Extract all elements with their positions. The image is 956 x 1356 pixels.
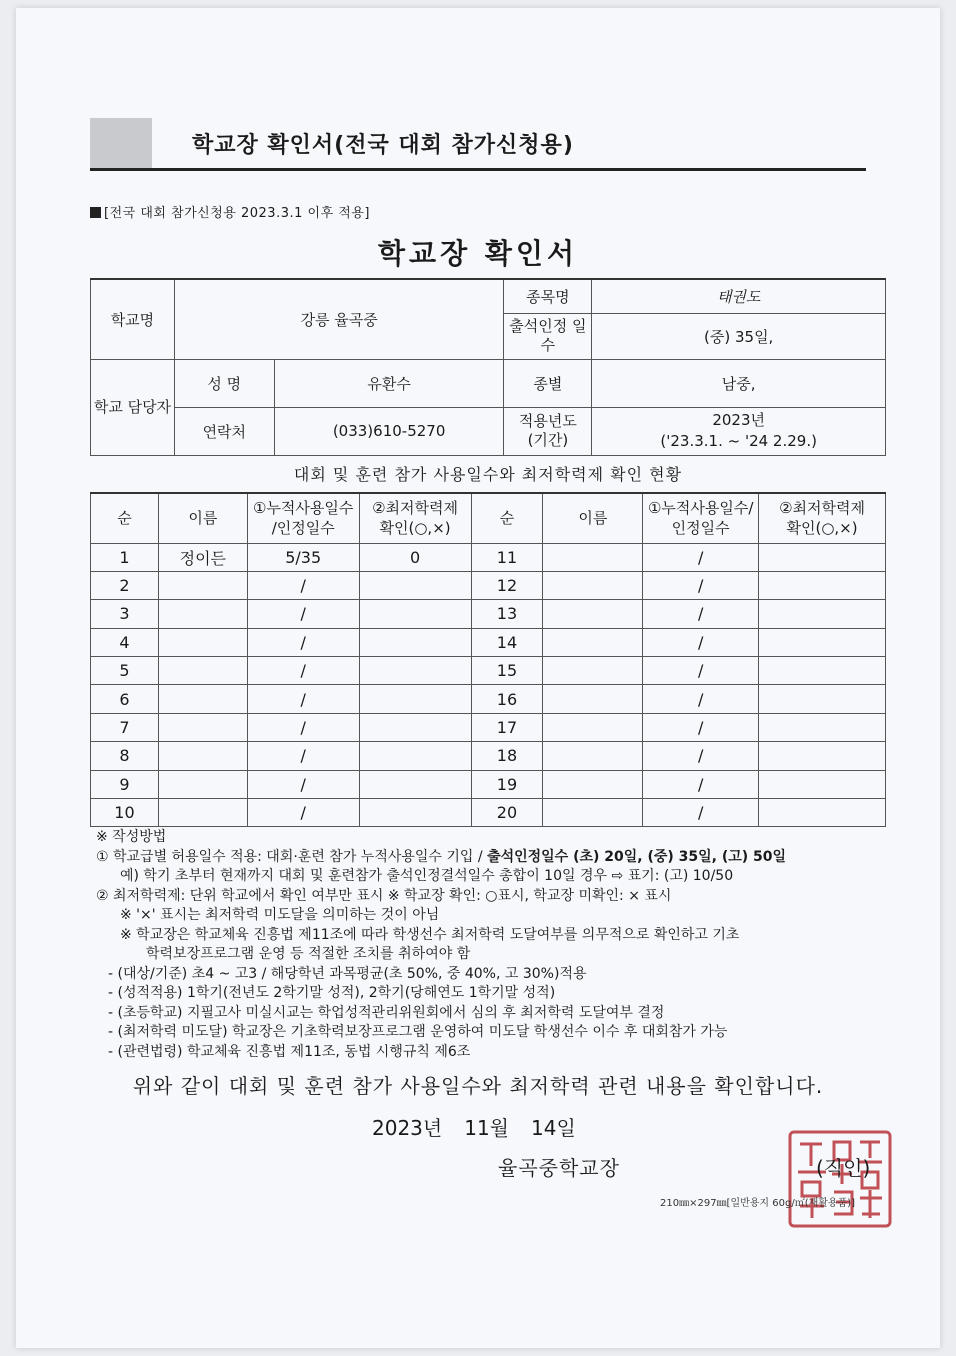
row-min xyxy=(359,799,471,827)
attend-value: (중) 35일, xyxy=(592,313,886,359)
col-days-right: ①누적사용일수/ 인정일수 xyxy=(643,493,759,543)
row-no-right: 11 xyxy=(471,543,543,571)
row-min-right xyxy=(759,770,886,798)
name-label: 성 명 xyxy=(174,359,274,407)
row-days: / xyxy=(247,799,359,827)
row-days: / xyxy=(247,770,359,798)
row-min-right xyxy=(759,543,886,571)
table-row xyxy=(91,600,886,628)
year-label: 적용년도 (기간) xyxy=(504,407,592,455)
col-name: 이름 xyxy=(158,493,247,543)
row-no-right: 12 xyxy=(471,571,543,599)
paper-size-note: 210㎜×297㎜[일반용지 60g/㎡(재활용품)] xyxy=(660,1198,856,1209)
row-name xyxy=(158,600,247,628)
row-no-right: 17 xyxy=(471,713,543,741)
row-name-right xyxy=(543,571,643,599)
category-value: 남중, xyxy=(592,359,886,407)
row-name xyxy=(158,657,247,685)
row-days: / xyxy=(247,571,359,599)
header-band xyxy=(90,118,866,170)
school-label: 학교명 xyxy=(91,279,175,359)
row-min xyxy=(359,742,471,770)
bullet-1: - (대상/기준) 초4 ~ 고3 / 해당학년 과목평균(초 50%, 중 40%, 고 30%)적용 xyxy=(108,965,587,982)
bullet-2: - (성적적용) 1학기(전년도 2학기말 성적), 2학기(당해연도 1학기말 성적) xyxy=(108,985,556,1001)
col-days: ①누적사용일수 /인정일수 xyxy=(247,493,359,543)
row-no-right: 18 xyxy=(471,742,543,770)
row-no-right: 19 xyxy=(471,770,543,798)
table-row xyxy=(91,628,886,656)
table-row xyxy=(91,713,886,741)
row-no: 7 xyxy=(91,713,159,741)
year-value-period: ('23.3.1. ~ '24 2.29.) xyxy=(660,432,817,450)
row-name-right xyxy=(543,657,643,685)
row-min-right xyxy=(759,657,886,685)
date-day: 14일 xyxy=(531,1116,576,1140)
row-min xyxy=(359,657,471,685)
category-label: 종별 xyxy=(504,359,592,407)
row-name xyxy=(158,713,247,741)
row-no: 2 xyxy=(91,571,159,599)
row-no: 3 xyxy=(91,600,159,628)
bullet-5: - (관련법령) 학교체육 진흥법 제11조, 동법 시행규칙 제6조 xyxy=(108,1043,471,1060)
row-min-right xyxy=(759,685,886,713)
row-days: / xyxy=(247,685,359,713)
row-days: / xyxy=(247,657,359,685)
row-name-right xyxy=(543,543,643,571)
row-days-right: / xyxy=(643,770,759,798)
row-no: 4 xyxy=(91,628,159,656)
table-row xyxy=(91,685,886,713)
name-value: 유환수 xyxy=(274,359,504,407)
issue-date xyxy=(372,1112,598,1141)
row-min-right xyxy=(759,799,886,827)
row-min xyxy=(359,770,471,798)
square-bullet-icon xyxy=(90,207,101,218)
row-name: 정이든 xyxy=(158,543,247,571)
school-value: 강릉 율곡중 xyxy=(174,279,504,359)
row-name-right xyxy=(543,770,643,798)
note-2-c: 학력보장프로그램 운영 등 적절한 조치를 취하여야 함 xyxy=(146,946,471,962)
row-min: 0 xyxy=(359,543,471,571)
row-min xyxy=(359,713,471,741)
table-row xyxy=(91,543,886,571)
row-days-right: / xyxy=(643,543,759,571)
row-days-right: / xyxy=(643,685,759,713)
table-row xyxy=(91,657,886,685)
row-min-right xyxy=(759,628,886,656)
phone-value: (033)610-5270 xyxy=(274,407,504,455)
row-days-right: / xyxy=(643,799,759,827)
row-no: 10 xyxy=(91,799,159,827)
date-year: 2023년 xyxy=(372,1116,443,1140)
sub-note: [전국 대회 참가신청용 2023.3.1 이후 적용] xyxy=(90,202,370,221)
row-name-right xyxy=(543,628,643,656)
seal-label: (직인) xyxy=(816,1156,871,1180)
row-name xyxy=(158,571,247,599)
row-no: 5 xyxy=(91,657,159,685)
header-grey-box xyxy=(90,118,152,168)
row-name xyxy=(158,742,247,770)
note-2: ② 최저학력제: 단위 학교에서 확인 여부만 표시 ※ 학교장 확인: ○표시, 학교장 미확인: × 표시 xyxy=(96,887,672,904)
note-2-b: ※ 학교장은 학교체육 진흥법 제11조에 따라 학생선수 최저학력 도달여부를 의무적으로 확인하고 기초 xyxy=(120,926,740,943)
row-name-right xyxy=(543,713,643,741)
row-days-right: / xyxy=(643,713,759,741)
table-row xyxy=(91,742,886,770)
row-min xyxy=(359,600,471,628)
row-min xyxy=(359,628,471,656)
bullet-3: - (초등학교) 지필고사 미실시교는 학업성적관리위원회에서 심의 후 최저학력 도달여부 결정 xyxy=(108,1004,665,1021)
row-name-right xyxy=(543,799,643,827)
row-no: 9 xyxy=(91,770,159,798)
main-title: 학교장 확인서 xyxy=(377,237,579,270)
table-caption: 대회 및 훈련 참가 사용일수와 최저학력제 확인 현황 xyxy=(293,465,683,484)
row-days-right: / xyxy=(643,571,759,599)
signer-title: 율곡중학교장 xyxy=(498,1156,620,1180)
header-rule xyxy=(90,168,866,171)
row-days: / xyxy=(247,713,359,741)
col-min: ②최저학력제 확인(○,×) xyxy=(359,493,471,543)
row-days: / xyxy=(247,628,359,656)
notes-heading: ※ 작성방법 xyxy=(96,829,167,845)
table-row xyxy=(91,571,886,599)
col-no: 순 xyxy=(91,493,159,543)
row-no-right: 20 xyxy=(471,799,543,827)
row-name-right xyxy=(543,742,643,770)
row-name xyxy=(158,685,247,713)
row-days-right: / xyxy=(643,657,759,685)
row-min-right xyxy=(759,742,886,770)
phone-label: 연락처 xyxy=(174,407,274,455)
note-1-example: 예) 학기 초부터 현재까지 대회 및 훈련참가 출석인정결석일수 총합이 10일 경우 ⇨ 표기: (고) 10/50 xyxy=(120,868,734,884)
info-table xyxy=(90,278,886,456)
col-min-right: ②최저학력제 확인(○,×) xyxy=(759,493,886,543)
row-days-right: / xyxy=(643,600,759,628)
row-no: 8 xyxy=(91,742,159,770)
note-2-a: ※ '×' 표시는 최저학력 미도달을 의미하는 것이 아님 xyxy=(120,907,440,923)
records-header-row xyxy=(91,493,886,543)
table-row xyxy=(91,799,886,827)
document-header-title: 학교장 확인서(전국 대회 참가신청용) xyxy=(192,133,574,158)
note-1: ① 학교급별 허용일수 적용: 대회·훈련 참가 누적사용일수 기입 / 출석인정일수 (초) 20일, (중) 35일, (고) 50일 xyxy=(96,848,787,865)
confirmation-statement: 위와 같이 대회 및 훈련 참가 사용일수와 최저학력 관련 내용을 확인합니다. xyxy=(132,1074,824,1098)
row-days-right: / xyxy=(643,742,759,770)
row-days-right: / xyxy=(643,628,759,656)
row-no-right: 14 xyxy=(471,628,543,656)
row-name-right xyxy=(543,685,643,713)
row-no-right: 13 xyxy=(471,600,543,628)
bullet-4: - (최저학력 미도달) 학교장은 기초학력보장프로그램 운영하여 미도달 학생선수 이수 후 대회참가 가능 xyxy=(108,1024,728,1040)
row-no: 6 xyxy=(91,685,159,713)
row-days: 5/35 xyxy=(247,543,359,571)
records-table xyxy=(90,492,886,827)
row-no-right: 15 xyxy=(471,657,543,685)
row-min-right xyxy=(759,571,886,599)
year-value-year: 2023년 xyxy=(712,411,766,429)
attend-label: 출석인정 일수 xyxy=(504,313,592,359)
event-value: 태권도 xyxy=(592,279,886,313)
row-days: / xyxy=(247,600,359,628)
note-1-emphasis: 출석인정일수 (초) 20일, (중) 35일, (고) 50일 xyxy=(487,848,787,865)
table-row xyxy=(91,770,886,798)
row-days: / xyxy=(247,742,359,770)
contact-label: 학교 담당자 xyxy=(91,359,175,455)
date-month: 11월 xyxy=(464,1116,509,1140)
row-no-right: 16 xyxy=(471,685,543,713)
instructions xyxy=(96,828,896,1062)
col-name-right: 이름 xyxy=(543,493,643,543)
row-min-right xyxy=(759,600,886,628)
row-name-right xyxy=(543,600,643,628)
row-no: 1 xyxy=(91,543,159,571)
col-no-right: 순 xyxy=(471,493,543,543)
row-min xyxy=(359,685,471,713)
row-min xyxy=(359,571,471,599)
row-name xyxy=(158,628,247,656)
records-body xyxy=(91,543,886,827)
row-name xyxy=(158,770,247,798)
row-min-right xyxy=(759,713,886,741)
year-value xyxy=(592,407,886,455)
event-label: 종목명 xyxy=(504,279,592,313)
row-name xyxy=(158,799,247,827)
